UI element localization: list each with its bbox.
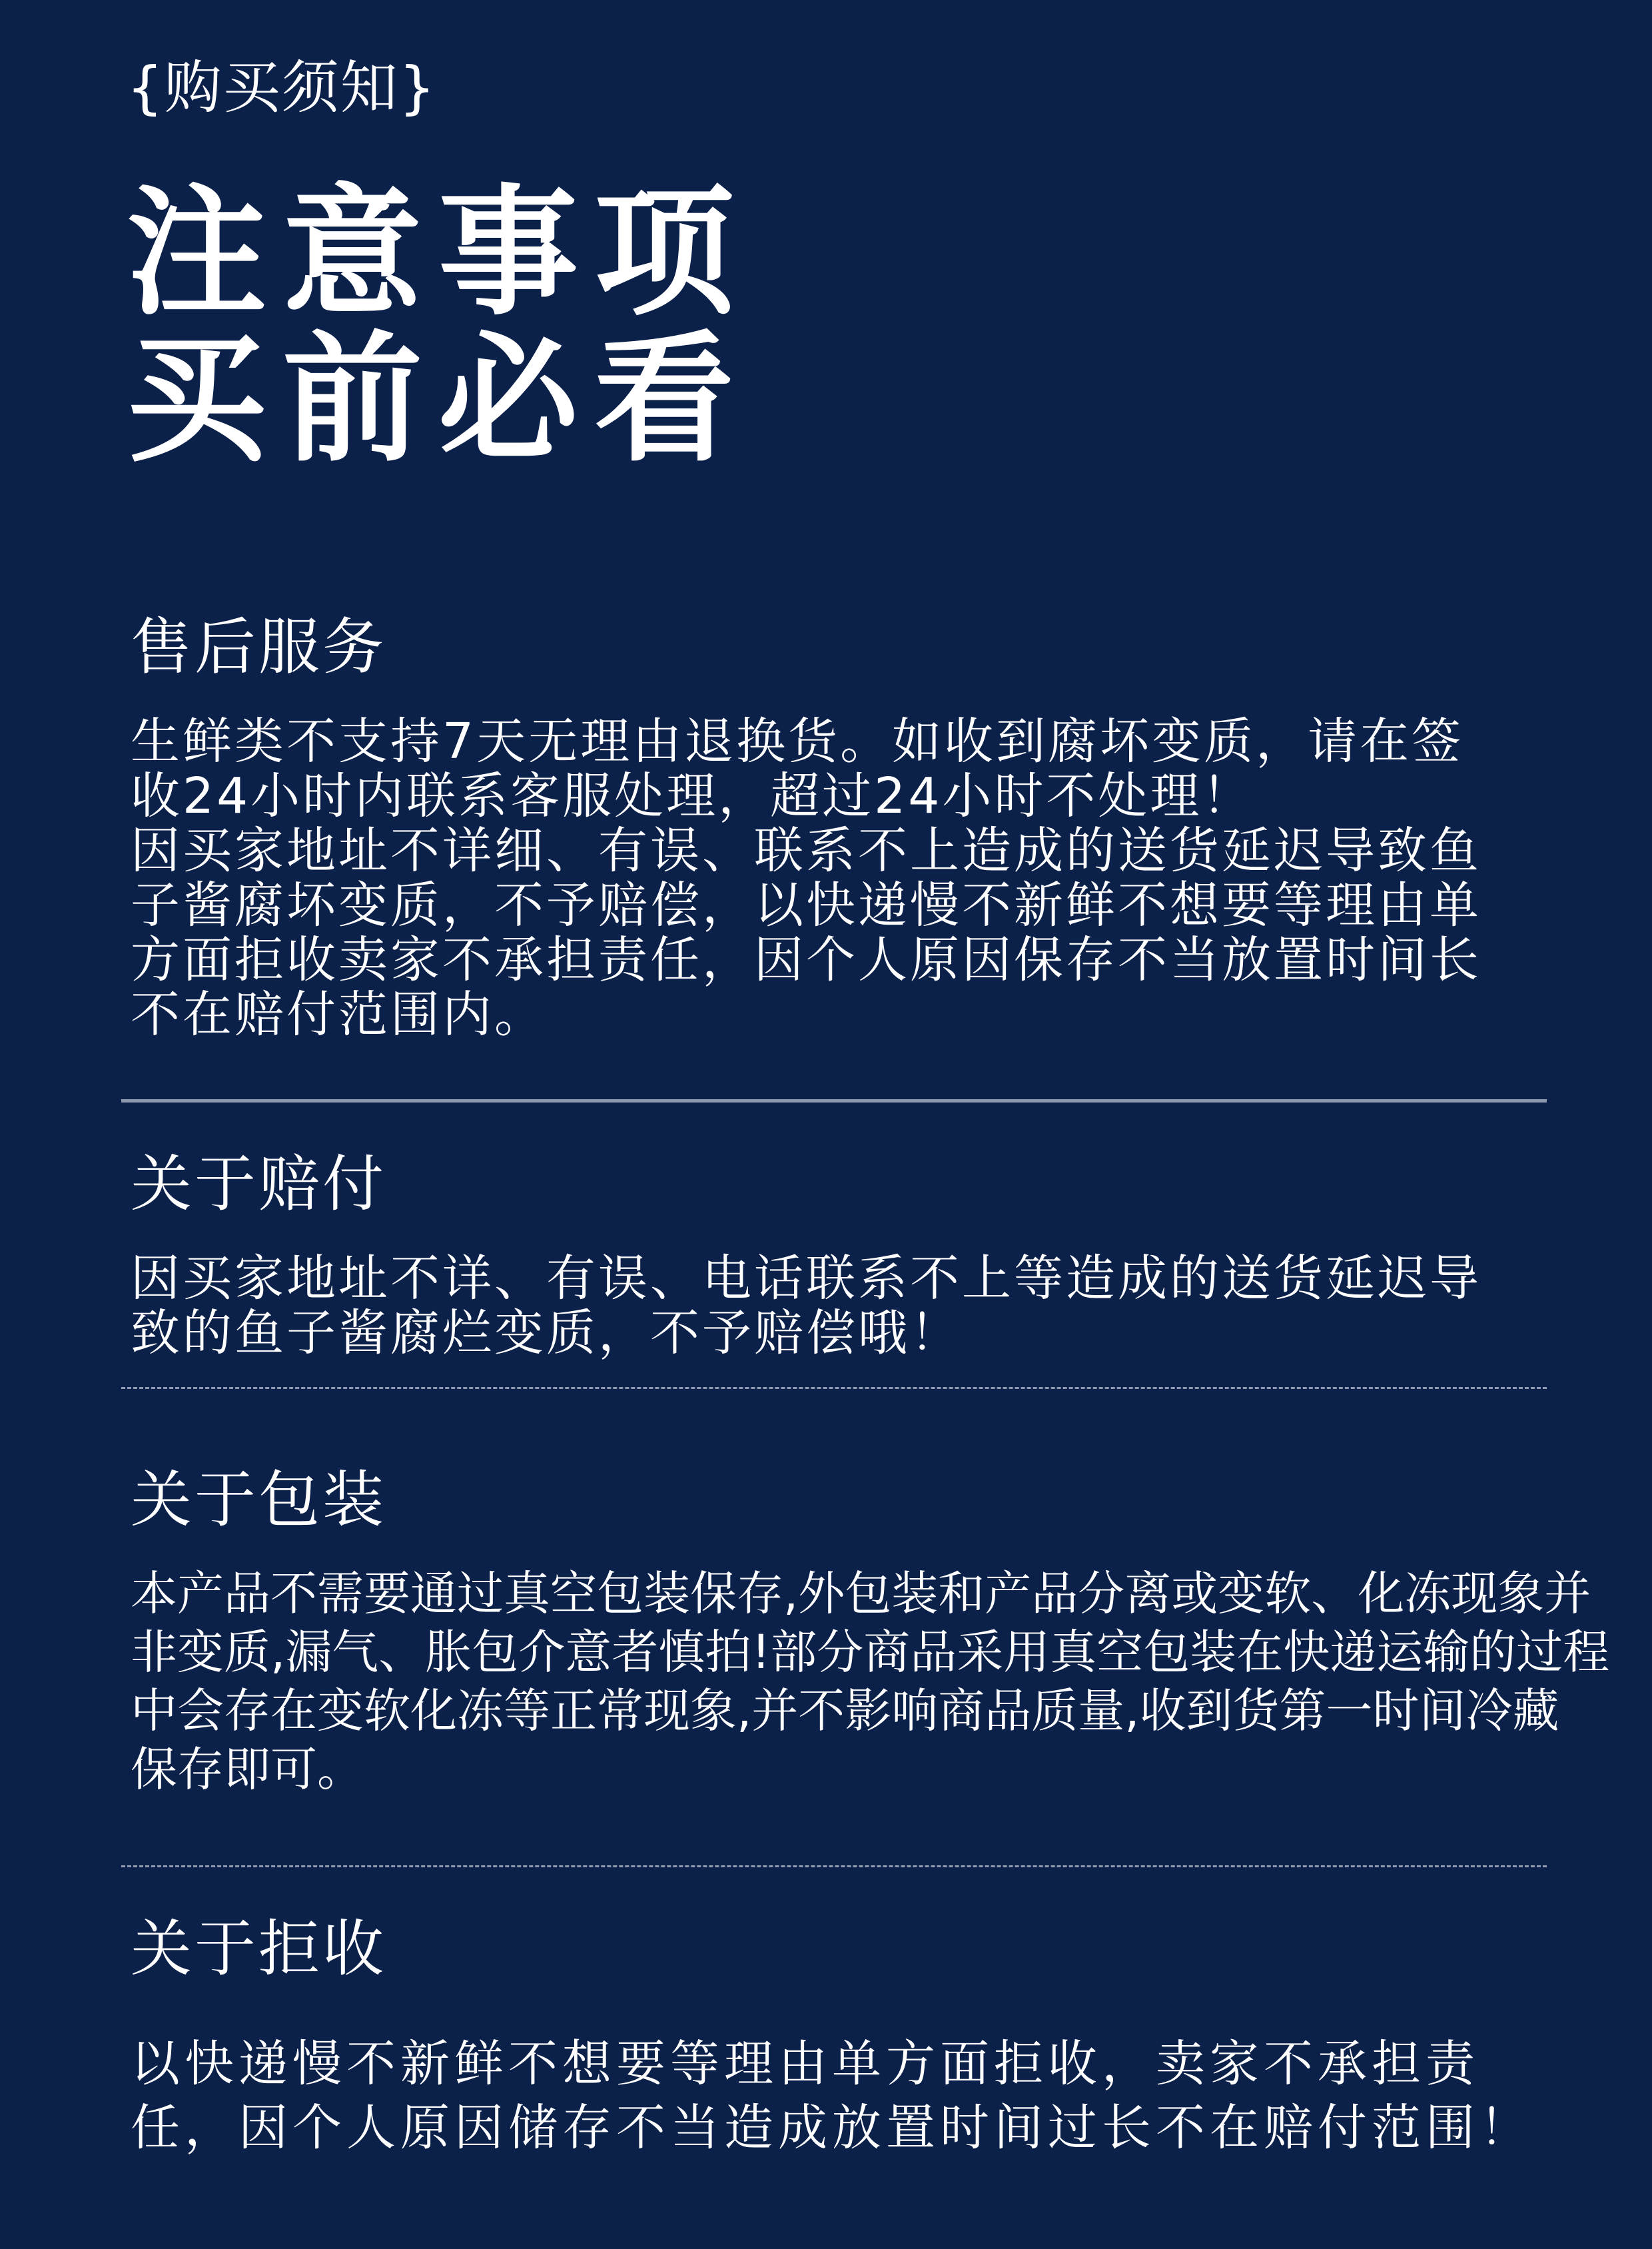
section-divider [121, 1865, 1547, 1867]
body-line: 任，因个人原因储存不当造成放置时间过长不在赔付范围！ [131, 2099, 1533, 2156]
body-line: 因买家地址不详细、有误、联系不上造成的送货延迟导致鱼 [131, 822, 1481, 879]
body-line: 子酱腐坏变质，不予赔偿，以快递慢不新鲜不想要等理由单 [131, 877, 1481, 934]
body-line: 收24小时内联系客服处理，超过24小时不处理！ [131, 767, 1254, 825]
title-line-1: 注意事项 [127, 171, 751, 334]
section-heading: 关于包装 [131, 1464, 387, 1536]
page-title [127, 171, 751, 481]
section-rejection [131, 1909, 1556, 2160]
body-line: 方面拒收卖家不承担责任，因个人原因保存不当放置时间长 [131, 931, 1481, 989]
body-line: 因买家地址不详、有误、电话联系不上等造成的送货延迟导 [131, 1250, 1481, 1307]
section-after-sales [131, 608, 1556, 1042]
body-line: 致的鱼子酱腐烂变质，不予赔偿哦！ [131, 1304, 962, 1362]
section-body [131, 1251, 1556, 1360]
section-body [131, 2032, 1556, 2160]
body-line: 以快递慢不新鲜不想要等理由单方面拒收，卖家不承担责 [131, 2035, 1479, 2092]
section-heading: 关于赔付 [131, 1148, 387, 1220]
section-body [131, 714, 1556, 1042]
section-body [131, 1564, 1610, 1799]
section-heading: 售后服务 [131, 612, 387, 683]
title-line-2: 买前必看 [127, 318, 751, 481]
section-packaging [131, 1460, 1610, 1799]
body-line: 生鲜类不支持7天无理由退换货。如收到腐坏变质，请在签 [131, 713, 1464, 770]
body-line: 不在赔付范围内。 [131, 986, 546, 1043]
body-line: 本产品不需要通过真空包装保存,外包装和产品分离或变软、化冻现象并 [131, 1566, 1591, 1621]
body-line: 保存即可。 [131, 1742, 364, 1797]
section-heading: 关于拒收 [131, 1913, 387, 1985]
section-divider [121, 1099, 1547, 1103]
section-compensation [131, 1144, 1556, 1360]
body-line: 中会存在变软化冻等正常现象,并不影响商品质量,收到货第一时间冷藏 [131, 1683, 1559, 1738]
section-divider [121, 1387, 1547, 1389]
body-line: 非变质,漏气、胀包介意者慎拍!部分商品采用真空包装在快递运输的过程 [131, 1625, 1610, 1679]
purchase-notice-label: {购买须知} [127, 55, 437, 121]
